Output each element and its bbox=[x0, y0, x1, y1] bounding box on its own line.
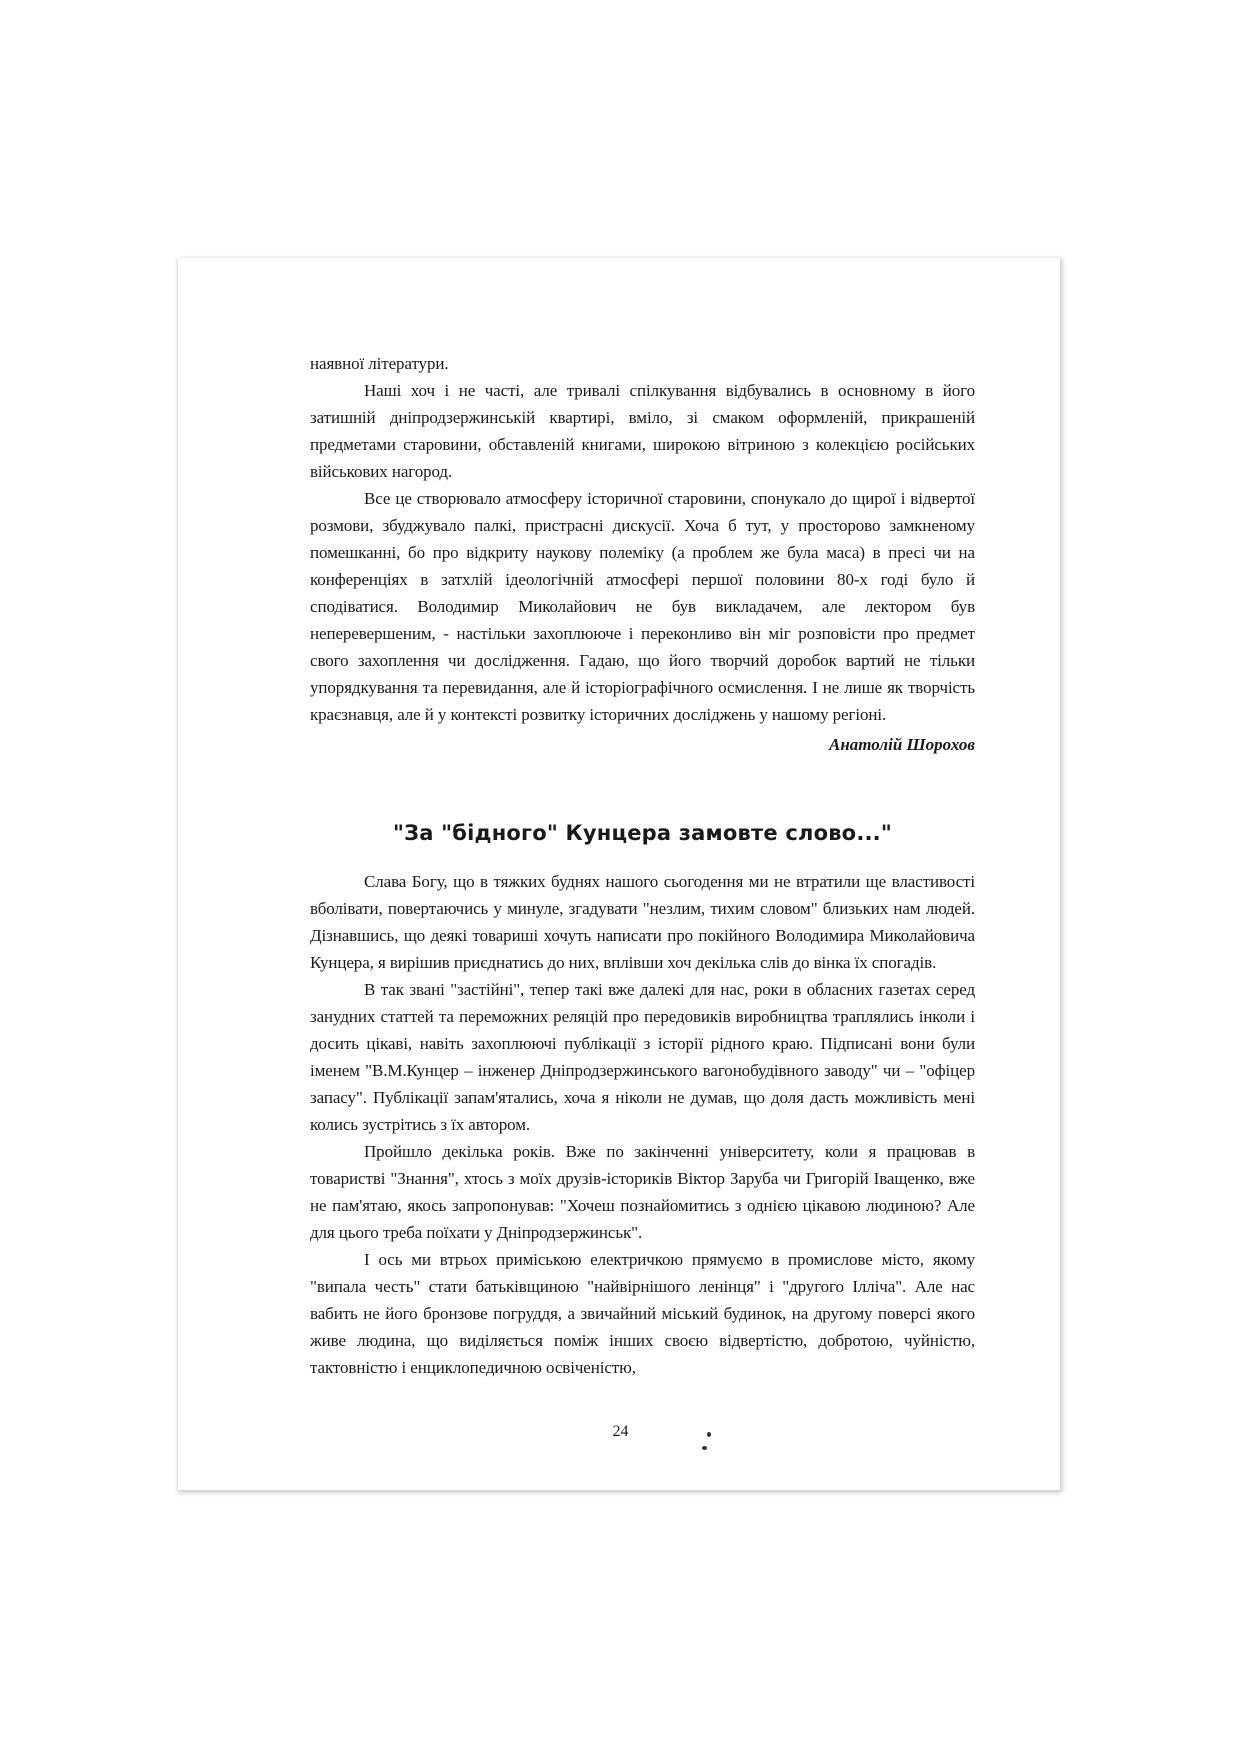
memoir-text-top bbox=[310, 350, 975, 728]
author-signature: Анатолій Шорохов bbox=[829, 735, 975, 754]
paragraph: Все це створювало атмосферу історичної старовини, спонукало до щирої і відвертої розмови, збуджувало палкі, пристрасні дискусії. Хоча б тут, у просторово замкненому помешканні, бо про відкриту наукову полеміку (а проблем же була маса) в пресі чи на конференціях в затхлій ідеологічній атмосфері першої половини 80-х годі було й сподіватися. Володимир Миколайович не був викладачем, але лектором був неперевершеним, - настільки захоплююче і переконливо він міг розповісти про предмет свого захоплення чи дослідження. Гадаю, що його творчий доробок вартий не тільки упорядкування та перевидання, але й історіографічного осмислення. І не лише як творчість краєзнавця, але й у контексті розвитку історичних досліджень у нашому регіоні. bbox=[310, 489, 975, 724]
paragraph: наявної літератури. bbox=[310, 354, 449, 373]
paragraph: Пройшло декілька років. Вже по закінченні університету, коли я працював в товаристві "Знання", хтось з моїх друзів-істориків Віктор Заруба чи Григорій Іващенко, вже не пам'ятаю, якось запропонував: "Хочеш познайомитись з однією цікавою людиною? Але для цього треба поїхати у Дніпродзержинськ". bbox=[310, 1142, 975, 1242]
memoir-text-bottom bbox=[310, 868, 975, 1381]
paragraph: І ось ми втрьох приміською електричкою прямуємо в промислове місто, якому "випала честь" стати батьківщиною "найвірнішого ленінця" і "другого Ілліча". Але нас вабить не його бронзове погруддя, а звичайний міський будинок, на другому поверсі якого живе людина, що виділяється поміж інших своєю відвертістю, добротою, чуйністю, тактовністю і енциклопедичною освіченістю, bbox=[310, 1250, 975, 1377]
page-number: 24 bbox=[612, 1423, 629, 1440]
paragraph: В так звані "застійні", тепер такі вже далекі для нас, роки в обласних газетах серед занудних статтей та переможних реляцій про передовиків виробництва траплялись інколи і досить цікаві, навіть захоплюючі публікації з історії рідного краю. Підписані вони були іменем "В.М.Кунцер – інженер Дніпродзержинського вагонобудівного заводу" чи – "офіцер запасу". Публікації запам'ятались, хоча я ніколи не думав, що доля дасть можливість мені колись зустрітись з їх автором. bbox=[310, 980, 975, 1134]
paragraph: Слава Богу, що в тяжких буднях нашого сьогодення ми не втратили ще властивості вболівати, повертаючись у минуле, згадувати "незлим, тихим словом" близьких нам людей. Дізнавшись, що деякі товариші хочуть написати про покійного Володимира Миколайовича Кунцера, я вирішив приєднатись до них, вплівши хоч декілька слів до вінка їх спогадів. bbox=[310, 872, 975, 972]
scan-speck bbox=[707, 1432, 711, 1437]
scan-speck bbox=[702, 1446, 707, 1450]
article-title: "За "бідного" Кунцера замовте слово..." bbox=[392, 821, 892, 845]
paragraph: Наші хоч і не часті, але тривалі спілкування відбувались в основному в його затишній дніпродзержинській квартирі, вміло, зі смаком оформленій, прикрашеній предметами старовини, обставленій книгами, широкою вітриною з колекцією російських військових нагород. bbox=[310, 381, 975, 481]
